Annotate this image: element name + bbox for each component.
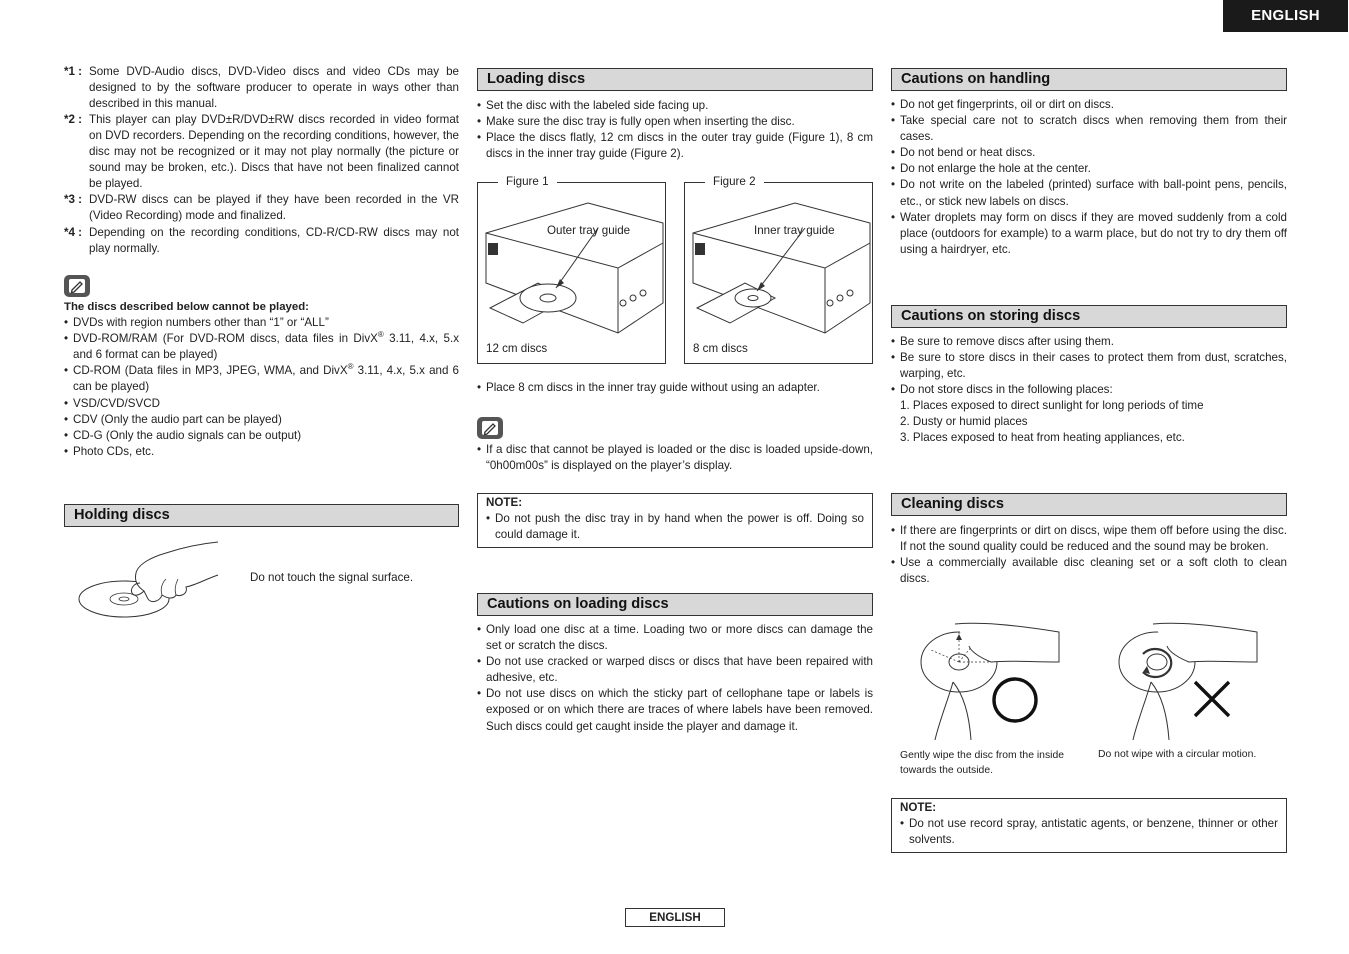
list-item: • Be sure to remove discs after using them. xyxy=(891,334,1287,350)
wipe-circular-caption: Do not wipe with a circular motion. xyxy=(1098,749,1257,760)
footnote-text: DVD-RW discs can be played if they have been recorded in the VR (Video Recording) mode and finalized. xyxy=(89,193,459,223)
list-item: • CD-G (Only the audio signals can be output) xyxy=(64,428,459,444)
list-item: • Set the disc with the labeled side facing up. xyxy=(477,98,873,114)
note-box xyxy=(891,798,1287,853)
pencil-memo-icon xyxy=(477,417,503,439)
cautions-storing-list xyxy=(891,334,1287,398)
list-item: • Do not enlarge the hole at the center. xyxy=(891,161,1287,177)
cannot-play-list xyxy=(64,315,459,460)
disc-size-label: 8 cm discs xyxy=(693,342,748,355)
footnote-text: This player can play DVD±R/DVD±RW discs recorded in video format on DVD recorders. Depending on the recording conditions, however, the disc may not be recognized or it may not play normally (the picture or sound may be broken, etc.). Discs that have not been finalized cannot be played. xyxy=(89,113,459,191)
disc-size-label: 12 cm discs xyxy=(486,342,548,355)
holding-caption: Do not touch the signal surface. xyxy=(250,571,414,584)
footnote-2 xyxy=(64,112,459,192)
note-list xyxy=(486,511,864,543)
figure-caption: Figure 2 xyxy=(705,174,764,190)
list-item: • Place the discs flatly, 12 cm discs in the outer tray guide (Figure 1), 8 cm discs in the inner tray guide (Figure 2). xyxy=(477,130,873,162)
list-item: 3. Places exposed to heat from heating appliances, etc. xyxy=(900,431,1185,445)
pencil-memo-icon xyxy=(64,275,90,297)
cautions-storing-heading: Cautions on storing discs xyxy=(891,305,1287,328)
adapter-note xyxy=(477,380,873,396)
list-item: • Do not use record spray, antistatic agents, or benzene, thinner or other solvents. xyxy=(900,816,1278,848)
footnote-key: *1 : xyxy=(64,65,83,78)
list-item: • DVD-ROM/RAM (For DVD-ROM discs, data files in DivX® 3.11, 4.x, 5.x and 6 format can be played) xyxy=(64,331,459,363)
list-item: • If there are fingerprints or dirt on discs, wipe them off before using the disc. If not the sound quality could be reduced and the sound may be broken. xyxy=(891,523,1287,555)
list-item: • VSD/CVD/SVCD xyxy=(64,396,459,412)
footnote-text: Depending on the recording conditions, CD-R/CD-RW discs may not play normally. xyxy=(89,226,459,256)
footnote-text: Some DVD-Audio discs, DVD-Video discs and video CDs may be designed to by the software producer to operate in ways other than described in this manual. xyxy=(89,65,459,111)
list-item: • Do not use discs on which the sticky part of cellophane tape or labels is exposed or on which there are traces of where labels have been removed. Such discs could get caught inside the player and damage it. xyxy=(477,686,873,734)
note-box xyxy=(477,493,873,548)
cautions-handling-heading: Cautions on handling xyxy=(891,68,1287,91)
list-item: • CDV (Only the audio part can be played) xyxy=(64,412,459,428)
wipe-circular-illustration xyxy=(1117,622,1267,742)
list-item: • Do not store discs in the following places: xyxy=(891,382,1287,398)
list-item: • Do not use cracked or warped discs or discs that have been repaired with adhesive, etc. xyxy=(477,654,873,686)
list-item: • Do not get fingerprints, oil or dirt on discs. xyxy=(891,97,1287,113)
footnote-1 xyxy=(64,64,459,112)
loading-discs-heading: Loading discs xyxy=(477,68,873,91)
note-title: NOTE: xyxy=(486,496,523,509)
list-item: • If a disc that cannot be played is loaded or the disc is loaded upside-down, “0h00m00s” is displayed on the player’s display. xyxy=(477,442,873,474)
list-item: • Make sure the disc tray is fully open when inserting the disc. xyxy=(477,114,873,130)
list-item: • Only load one disc at a time. Loading two or more discs can damage the set or scratch the discs. xyxy=(477,622,873,654)
list-item: • Do not write on the labeled (printed) surface with ball-point pens, pencils, etc., or stick new labels on discs. xyxy=(891,177,1287,209)
list-item: • Do not push the disc tray in by hand when the power is off. Doing so could damage it. xyxy=(486,511,864,543)
memo-list xyxy=(477,442,873,474)
holding-disc-illustration xyxy=(78,539,223,624)
footnote-key: *4 : xyxy=(64,226,83,239)
list-item: • Place 8 cm discs in the inner tray guide without using an adapter. xyxy=(477,380,873,396)
cautions-handling-list xyxy=(891,97,1287,258)
list-item: • Be sure to store discs in their cases to protect them from dust, scratches, warping, etc. xyxy=(891,350,1287,382)
player-tray-illustration xyxy=(478,183,665,363)
language-tab: ENGLISH xyxy=(1223,0,1348,32)
list-item: • Photo CDs, etc. xyxy=(64,444,459,460)
loading-discs-list xyxy=(477,98,873,162)
footnote-4 xyxy=(64,225,459,257)
wipe-outward-caption: Gently wipe the disc from the inside towards the outside. xyxy=(900,750,1065,776)
cleaning-discs-list xyxy=(891,523,1287,587)
wipe-outward-illustration xyxy=(919,622,1069,742)
footer-language-label: ENGLISH xyxy=(625,908,725,927)
list-item: • Take special care not to scratch discs when removing them from their cases. xyxy=(891,113,1287,145)
tray-guide-label: Inner tray guide xyxy=(754,224,835,237)
storing-places-list xyxy=(891,398,1287,446)
list-item: • Water droplets may form on discs if they are moved suddenly from a cold place (outdoors for example) to a warm place, but do not try to dry them off using a hairdryer, etc. xyxy=(891,210,1287,258)
note-title: NOTE: xyxy=(900,801,937,814)
cautions-loading-heading: Cautions on loading discs xyxy=(477,593,873,616)
list-item: 2. Dusty or humid places xyxy=(900,415,1028,429)
list-item: • CD-ROM (Data files in MP3, JPEG, WMA, and DivX® 3.11, 4.x, 5.x and 6 can be played) xyxy=(64,363,459,395)
figure-1 xyxy=(477,175,666,364)
tray-guide-label: Outer tray guide xyxy=(547,224,631,237)
footnote-key: *3 : xyxy=(64,193,83,206)
figure-caption: Figure 1 xyxy=(498,174,557,190)
cautions-loading-list xyxy=(477,622,873,735)
list-item: • Use a commercially available disc cleaning set or a soft cloth to clean discs. xyxy=(891,555,1287,587)
cannot-play-title: The discs described below cannot be played: xyxy=(64,301,309,313)
figure-2 xyxy=(684,175,873,364)
player-tray-illustration xyxy=(685,183,872,363)
list-item: • Do not bend or heat discs. xyxy=(891,145,1287,161)
list-item: 1. Places exposed to direct sunlight for long periods of time xyxy=(900,399,1204,412)
cleaning-discs-heading: Cleaning discs xyxy=(891,493,1287,516)
cannot-play-section xyxy=(64,299,459,460)
list-item: • DVDs with region numbers other than “1” or “ALL” xyxy=(64,315,459,331)
footnote-key: *2 : xyxy=(64,113,83,126)
note-list xyxy=(900,816,1278,848)
holding-discs-heading: Holding discs xyxy=(64,504,459,527)
footnote-3 xyxy=(64,192,459,224)
